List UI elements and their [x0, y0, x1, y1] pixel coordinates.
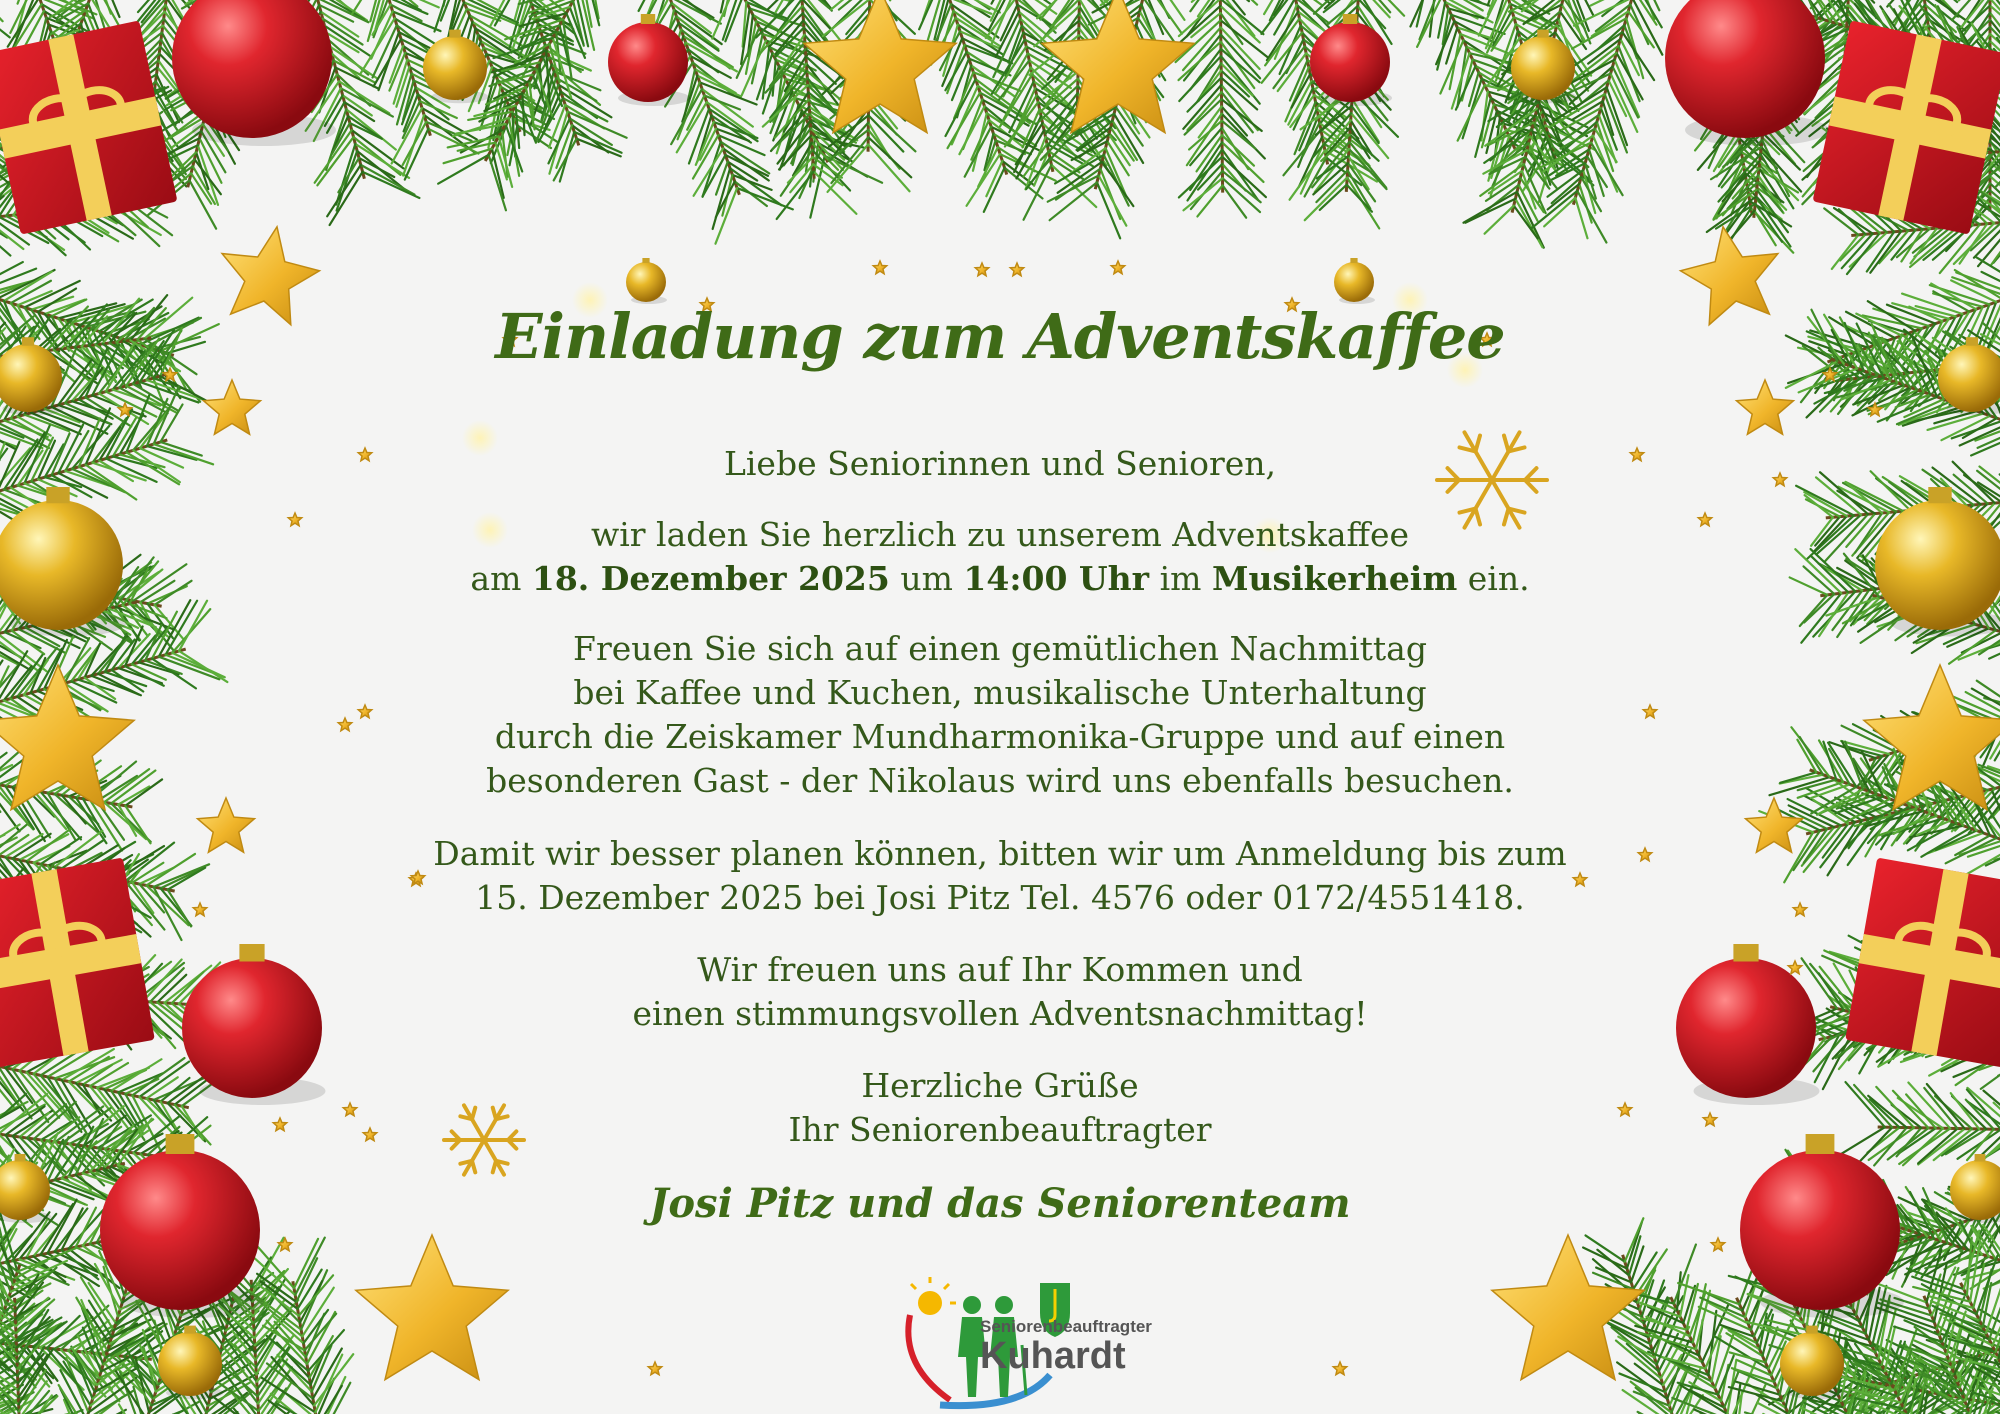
program-line: durch die Zeiskamer Mundharmonika-Gruppe und auf einen [494, 717, 1506, 756]
invitation-paragraph [300, 513, 1700, 601]
registration-paragraph [300, 832, 1700, 920]
regards-paragraph [300, 1064, 1700, 1152]
text-am: am [470, 559, 522, 598]
greeting: Liebe Seniorinnen und Senioren, [723, 444, 1277, 483]
logo-text-title: Seniorenbeauftragter [980, 1317, 1152, 1336]
signature: Josi Pitz und das Seniorenteam [649, 1180, 1351, 1227]
closing-paragraph [300, 948, 1700, 1036]
seniorenbeauftragter-logo [795, 1275, 1185, 1410]
closing-line: einen stimmungsvollen Adventsnachmittag! [632, 994, 1368, 1033]
text-ein: ein. [1467, 559, 1530, 598]
registration-line: 15. Dezember 2025 bei Josi Pitz Tel. 4576 oder 0172/4551418. [475, 878, 1525, 917]
program-paragraph [300, 627, 1700, 803]
program-line: besonderen Gast - der Nikolaus wird uns ebenfalls besuchen. [486, 761, 1514, 800]
program-line: bei Kaffee und Kuchen, musikalische Unterhaltung [573, 673, 1427, 712]
page-title: Einladung zum Adventskaffee [495, 300, 1505, 373]
regards-line: Ihr Seniorenbeauftragter [788, 1110, 1212, 1149]
invitation-line: wir laden Sie herzlich zu unserem Adventskaffee [590, 515, 1410, 554]
event-date: 18. Dezember 2025 [531, 559, 890, 598]
closing-line: Wir freuen uns auf Ihr Kommen und [697, 950, 1303, 989]
regards-line: Herzliche Grüße [861, 1066, 1139, 1105]
program-line: Freuen Sie sich auf einen gemütlichen Nachmittag [573, 629, 1427, 668]
event-time: 14:00 Uhr [963, 559, 1150, 598]
invitation-details-line [300, 557, 1700, 601]
registration-line: Damit wir besser planen können, bitten wir um Anmeldung bis zum [433, 834, 1567, 873]
text-im: im [1159, 559, 1202, 598]
logo-text-place: Kuhardt [980, 1335, 1126, 1377]
text-um: um [900, 559, 953, 598]
event-venue: Musikerheim [1211, 559, 1458, 598]
